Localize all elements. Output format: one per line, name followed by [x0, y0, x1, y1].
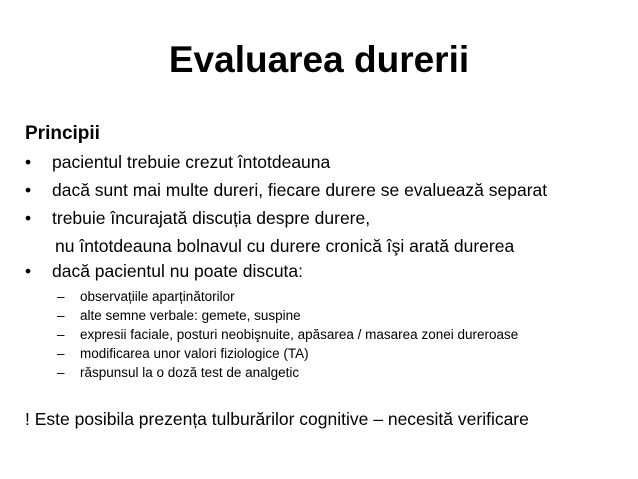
bullet-text: pacientul trebuie crezut întotdeauna: [52, 152, 331, 172]
bullet-marker: •: [25, 180, 32, 200]
sub-bullet-text: observațiile aparținătorilor: [80, 289, 235, 304]
sub-bullet-text: expresii faciale, posturi neobişnuite, apăsarea / masarea zonei dureroase: [80, 327, 519, 342]
dash-marker: –: [57, 327, 65, 342]
bullet-marker: •: [25, 261, 32, 281]
sub-bullet-text: alte semne verbale: gemete, suspine: [80, 308, 301, 323]
bullet-text: trebuie încurajată discuția despre durere,: [52, 208, 371, 228]
slide-title: Evaluarea durerii: [168, 39, 470, 80]
dash-marker: –: [57, 308, 65, 323]
dash-marker: –: [57, 289, 65, 304]
dash-marker: –: [57, 346, 65, 361]
bullet-text: dacă sunt mai multe dureri, fiecare durere se evaluează separat: [52, 180, 548, 200]
sub-bullet-text: modificarea unor valori fiziologice (TA): [80, 346, 309, 361]
sub-bullet-text: răspunsul la o doză test de analgetic: [80, 365, 300, 380]
bullet-text: dacă pacientul nu poate discuta:: [52, 261, 304, 281]
bullet-marker: •: [25, 208, 32, 228]
dash-marker: –: [57, 365, 65, 380]
bullet-marker: •: [25, 152, 32, 172]
warning-note: ! Este posibila prezența tulburărilor cognitive – necesită verificare: [25, 409, 529, 429]
section-heading: Principii: [25, 123, 100, 144]
bullet-continuation-text: nu întotdeauna bolnavul cu durere cronică îşi arată durerea: [55, 236, 515, 256]
